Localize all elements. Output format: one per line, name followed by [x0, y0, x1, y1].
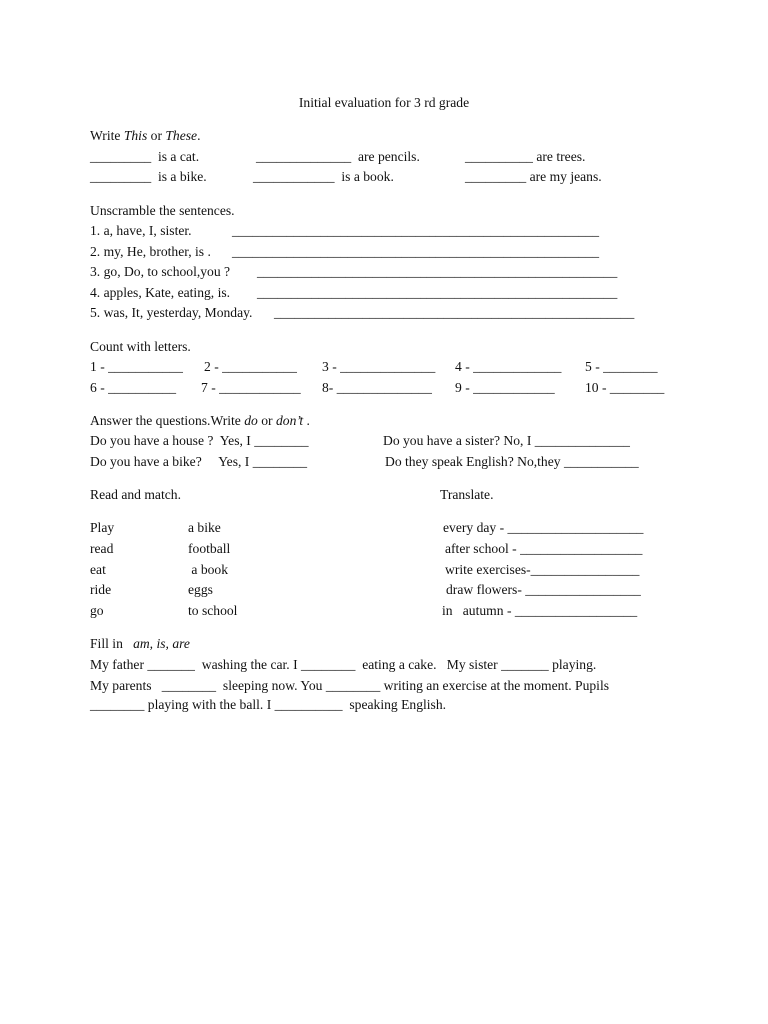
match-verb: go: [90, 603, 104, 618]
match-verb: eat: [90, 562, 106, 577]
section-answer-heading: [90, 413, 310, 429]
this-these-item: ______________ are pencils.: [256, 149, 420, 164]
count-item: 2 - ___________: [204, 359, 297, 374]
unscramble-prompt: 3. go, Do, to school,you ?: [90, 264, 231, 279]
heading-word-list: am, is, are: [133, 636, 190, 651]
this-these-item: __________ are trees.: [465, 149, 586, 164]
unscramble-prompt: 2. my, He, brother, is .: [90, 244, 211, 259]
match-object: eggs: [188, 582, 213, 597]
unscramble-prompt: 5. was, It, yesterday, Monday.: [90, 305, 253, 320]
unscramble-prompt: 1. a, have, I, sister.: [90, 223, 192, 238]
count-item: 10 - ________: [585, 380, 665, 395]
question-item: Do you have a house ? Yes, I ________: [90, 433, 309, 448]
heading-text: Answer the questions.Write: [90, 413, 245, 428]
section-unscramble-heading: Unscramble the sentences.: [90, 203, 235, 218]
question-item: Do you have a sister? No, I ______________: [383, 433, 630, 448]
translate-item: every day - ____________________: [443, 520, 644, 535]
heading-text: or: [147, 128, 166, 143]
section-fill-in-heading: [90, 636, 190, 652]
heading-word-do: do: [244, 413, 258, 428]
section-count-heading: Count with letters.: [90, 339, 191, 354]
unscramble-answer-line: ______________________________________________________: [232, 223, 600, 238]
translate-item: after school - __________________: [445, 541, 643, 556]
page-title: Initial evaluation for 3 rd grade: [298, 95, 470, 110]
heading-text: Fill in: [90, 636, 134, 651]
section-translate-heading: Translate.: [440, 487, 494, 502]
heading-text: Write: [90, 128, 124, 143]
count-item: 6 - __________: [90, 380, 177, 395]
this-these-item: _________ is a cat.: [90, 149, 200, 164]
fill-in-line: ________ playing with the ball. I __________ speaking English.: [90, 697, 447, 712]
match-verb: Play: [90, 520, 115, 535]
question-item: Do you have a bike? Yes, I ________: [90, 454, 308, 469]
unscramble-answer-line: ______________________________________________________: [232, 244, 600, 259]
count-item: 7 - ____________: [201, 380, 301, 395]
translate-item: write exercises-________________: [445, 562, 640, 577]
fill-in-line: My father _______ washing the car. I ________ eating a cake. My sister _______ playing.: [90, 657, 597, 672]
match-object: a book: [188, 562, 229, 577]
this-these-item: _________ are my jeans.: [465, 169, 602, 184]
count-item: 8- ______________: [322, 380, 432, 395]
match-object: to school: [188, 603, 238, 618]
this-these-item: ____________ is a book.: [253, 169, 394, 184]
section-match-heading: Read and match.: [90, 487, 181, 502]
translate-item: draw flowers- _________________: [446, 582, 641, 597]
match-verb: read: [90, 541, 114, 556]
this-these-item: _________ is a bike.: [90, 169, 207, 184]
heading-word-dont: don’t: [275, 413, 304, 428]
fill-in-line: My parents ________ sleeping now. You ________ writing an exercise at the moment. Pupils: [90, 678, 610, 693]
translate-item: in autumn - __________________: [442, 603, 638, 618]
unscramble-prompt: 4. apples, Kate, eating, is.: [90, 285, 231, 300]
question-item: Do they speak English? No,they ___________: [385, 454, 639, 469]
count-item: 9 - ____________: [455, 380, 555, 395]
heading-word-this: This: [123, 128, 148, 143]
count-item: 3 - ______________: [322, 359, 436, 374]
heading-text: .: [197, 128, 201, 143]
count-item: 4 - _____________: [455, 359, 562, 374]
heading-text: or: [257, 413, 276, 428]
heading-text: .: [303, 413, 310, 428]
section-this-these-heading: [90, 128, 201, 144]
unscramble-answer-line: _____________________________________________________: [257, 285, 618, 300]
match-verb: ride: [90, 582, 112, 597]
count-item: 1 - ___________: [90, 359, 183, 374]
match-object: a bike: [188, 520, 221, 535]
unscramble-answer-line: _____________________________________________________: [274, 305, 635, 320]
heading-word-these: These: [165, 128, 198, 143]
match-object: football: [188, 541, 231, 556]
count-item: 5 - ________: [585, 359, 658, 374]
unscramble-answer-line: _____________________________________________________: [257, 264, 618, 279]
